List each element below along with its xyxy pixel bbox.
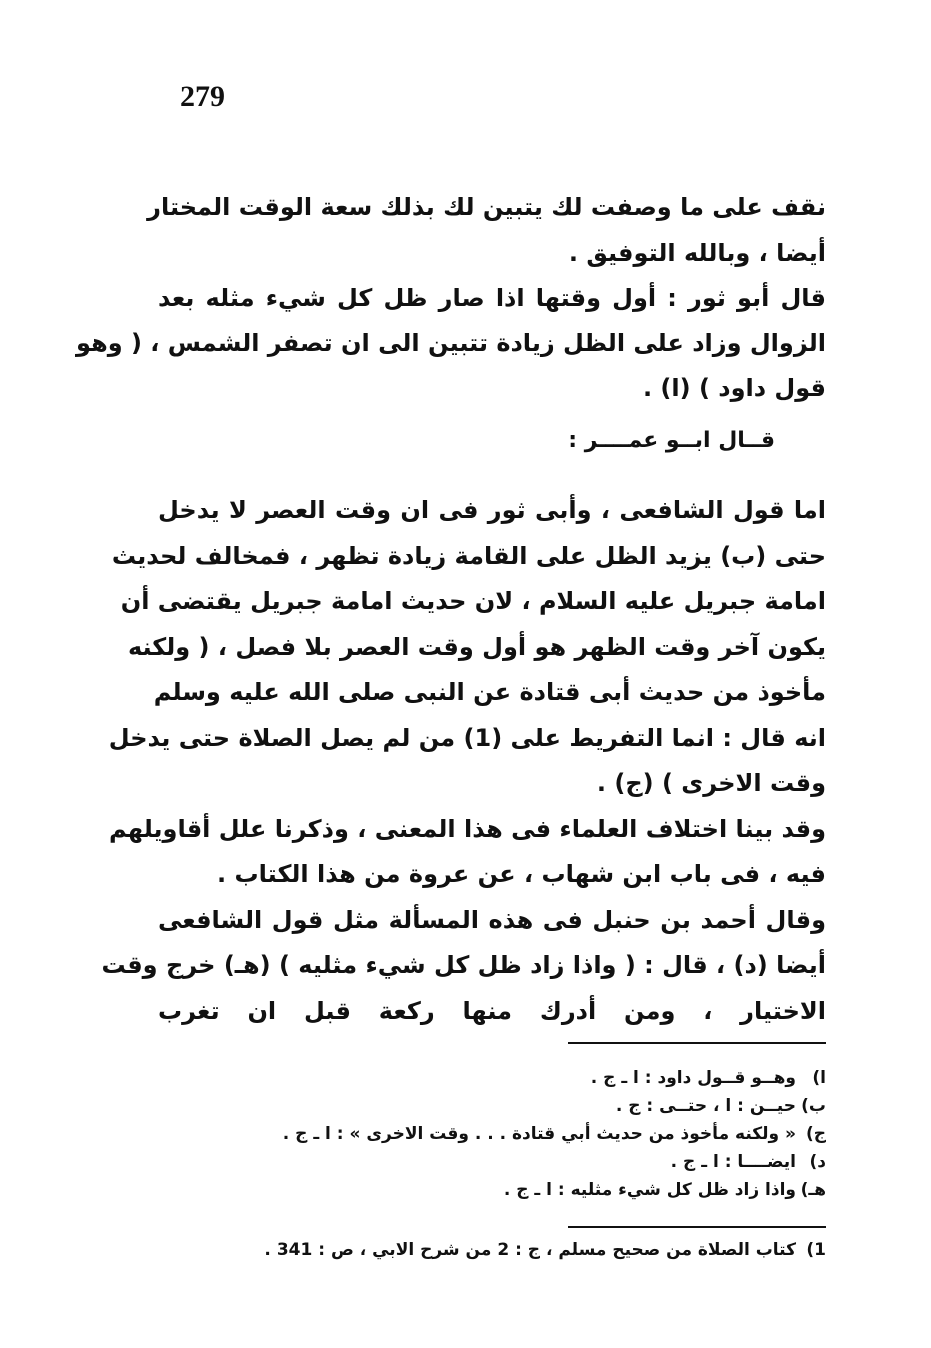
footnote-text: وهــو قــول داود : ا ـ ج .: [590, 1068, 796, 1088]
paragraph-2: [76, 276, 826, 411]
paragraph-1: [147, 184, 826, 276]
page-number: 279: [180, 80, 225, 113]
text-line: اما قول الشافعى ، وأبى ثور فى ان وقت العصر لا يدخل: [158, 496, 826, 524]
footnote-text: « ولكنه مأخوذ من حديث أبي قتادة . . . وقت الاخرى » : ا ـ ج .: [282, 1124, 796, 1144]
text-line: امامة جبريل عليه السلام ، لان حديث امامة جبريل يقتضى أن: [120, 587, 826, 615]
text-line: مأخوذ من حديث أبى قتادة عن النبى صلى الله عليه وسلم: [153, 678, 826, 706]
footnote-text: واذا زاد ظل كل شيء مثليه : ا ـ ج .: [503, 1180, 796, 1200]
footnote-divider: [568, 1042, 826, 1044]
footnote: [170, 1092, 826, 1120]
text-line: الاختيار ، ومن أدرك منها ركعة قبل ان تغرب: [158, 996, 826, 1025]
footnote-text: كتاب الصلاة من صحيح مسلم ، ج : 2 من شرح الابي ، ص : 341 .: [264, 1240, 796, 1260]
text-line: نقف على ما وصفت لك يتبين لك بذلك سعة الوقت المختار: [147, 193, 826, 221]
text-line: أيضا ، وبالله التوفيق .: [568, 239, 826, 267]
text-line: يكون آخر وقت الظهر هو أول وقت العصر بلا فصل ، ( ولكنه: [127, 632, 826, 661]
text-line: انه قال : انما التفريط على (1) من لم يصل الصلاة حتى يدخل: [108, 723, 826, 752]
reference-note: [150, 1236, 826, 1264]
text-line: قال أبو ثور : أول وقتها اذا صار ظل كل شيء مثله بعد: [158, 284, 826, 312]
footnote-marker: هـ): [800, 1180, 826, 1200]
text-line: قول داود ) (ا) .: [642, 374, 826, 402]
reference-divider: [568, 1226, 826, 1228]
footnote-marker: د): [809, 1152, 826, 1172]
footnote-marker: ب): [801, 1096, 826, 1116]
footnotes: [170, 1064, 826, 1204]
text-line: وقال أحمد بن حنبل فى هذه المسألة مثل قول الشافعى: [158, 905, 826, 934]
footnote: [170, 1176, 826, 1204]
footnote: [170, 1064, 826, 1092]
body-text: [101, 488, 826, 1034]
footnote-marker: ج): [805, 1124, 826, 1144]
text-line: الزوال وزاد على الظل زيادة تتبين الى ان تصفر الشمس ، ( وهو: [76, 329, 826, 357]
footnote-marker: 1): [806, 1240, 826, 1260]
footnote-text: ايضــــا : ا ـ ج .: [670, 1152, 796, 1172]
footnote-marker: ا): [812, 1068, 826, 1088]
text-line: حتى (ب) يزيد الظل على القامة زيادة تظهر ، فمخالف لحديث: [111, 541, 826, 570]
text-line: أيضا (د) ، قال : ( واذا زاد ظل كل شيء مثليه ) (هـ) خرج وقت: [101, 951, 826, 979]
text-line: وقت الاخرى ) (ج) .: [596, 769, 826, 797]
footnote: [170, 1148, 826, 1176]
footnote: [150, 1236, 826, 1264]
text-line: فيه ، فى باب ابن شهاب ، عن عروة من هذا الكتاب .: [217, 860, 826, 888]
footnote: [170, 1120, 826, 1148]
section-heading: قــال ابــو عمــــر :: [568, 428, 775, 453]
footnote-text: حيــن : ا ، حتــى : ج .: [615, 1096, 796, 1116]
text-line: وقد بينا اختلاف العلماء فى هذا المعنى ، وذكرنا علل أقاويلهم: [109, 814, 826, 843]
